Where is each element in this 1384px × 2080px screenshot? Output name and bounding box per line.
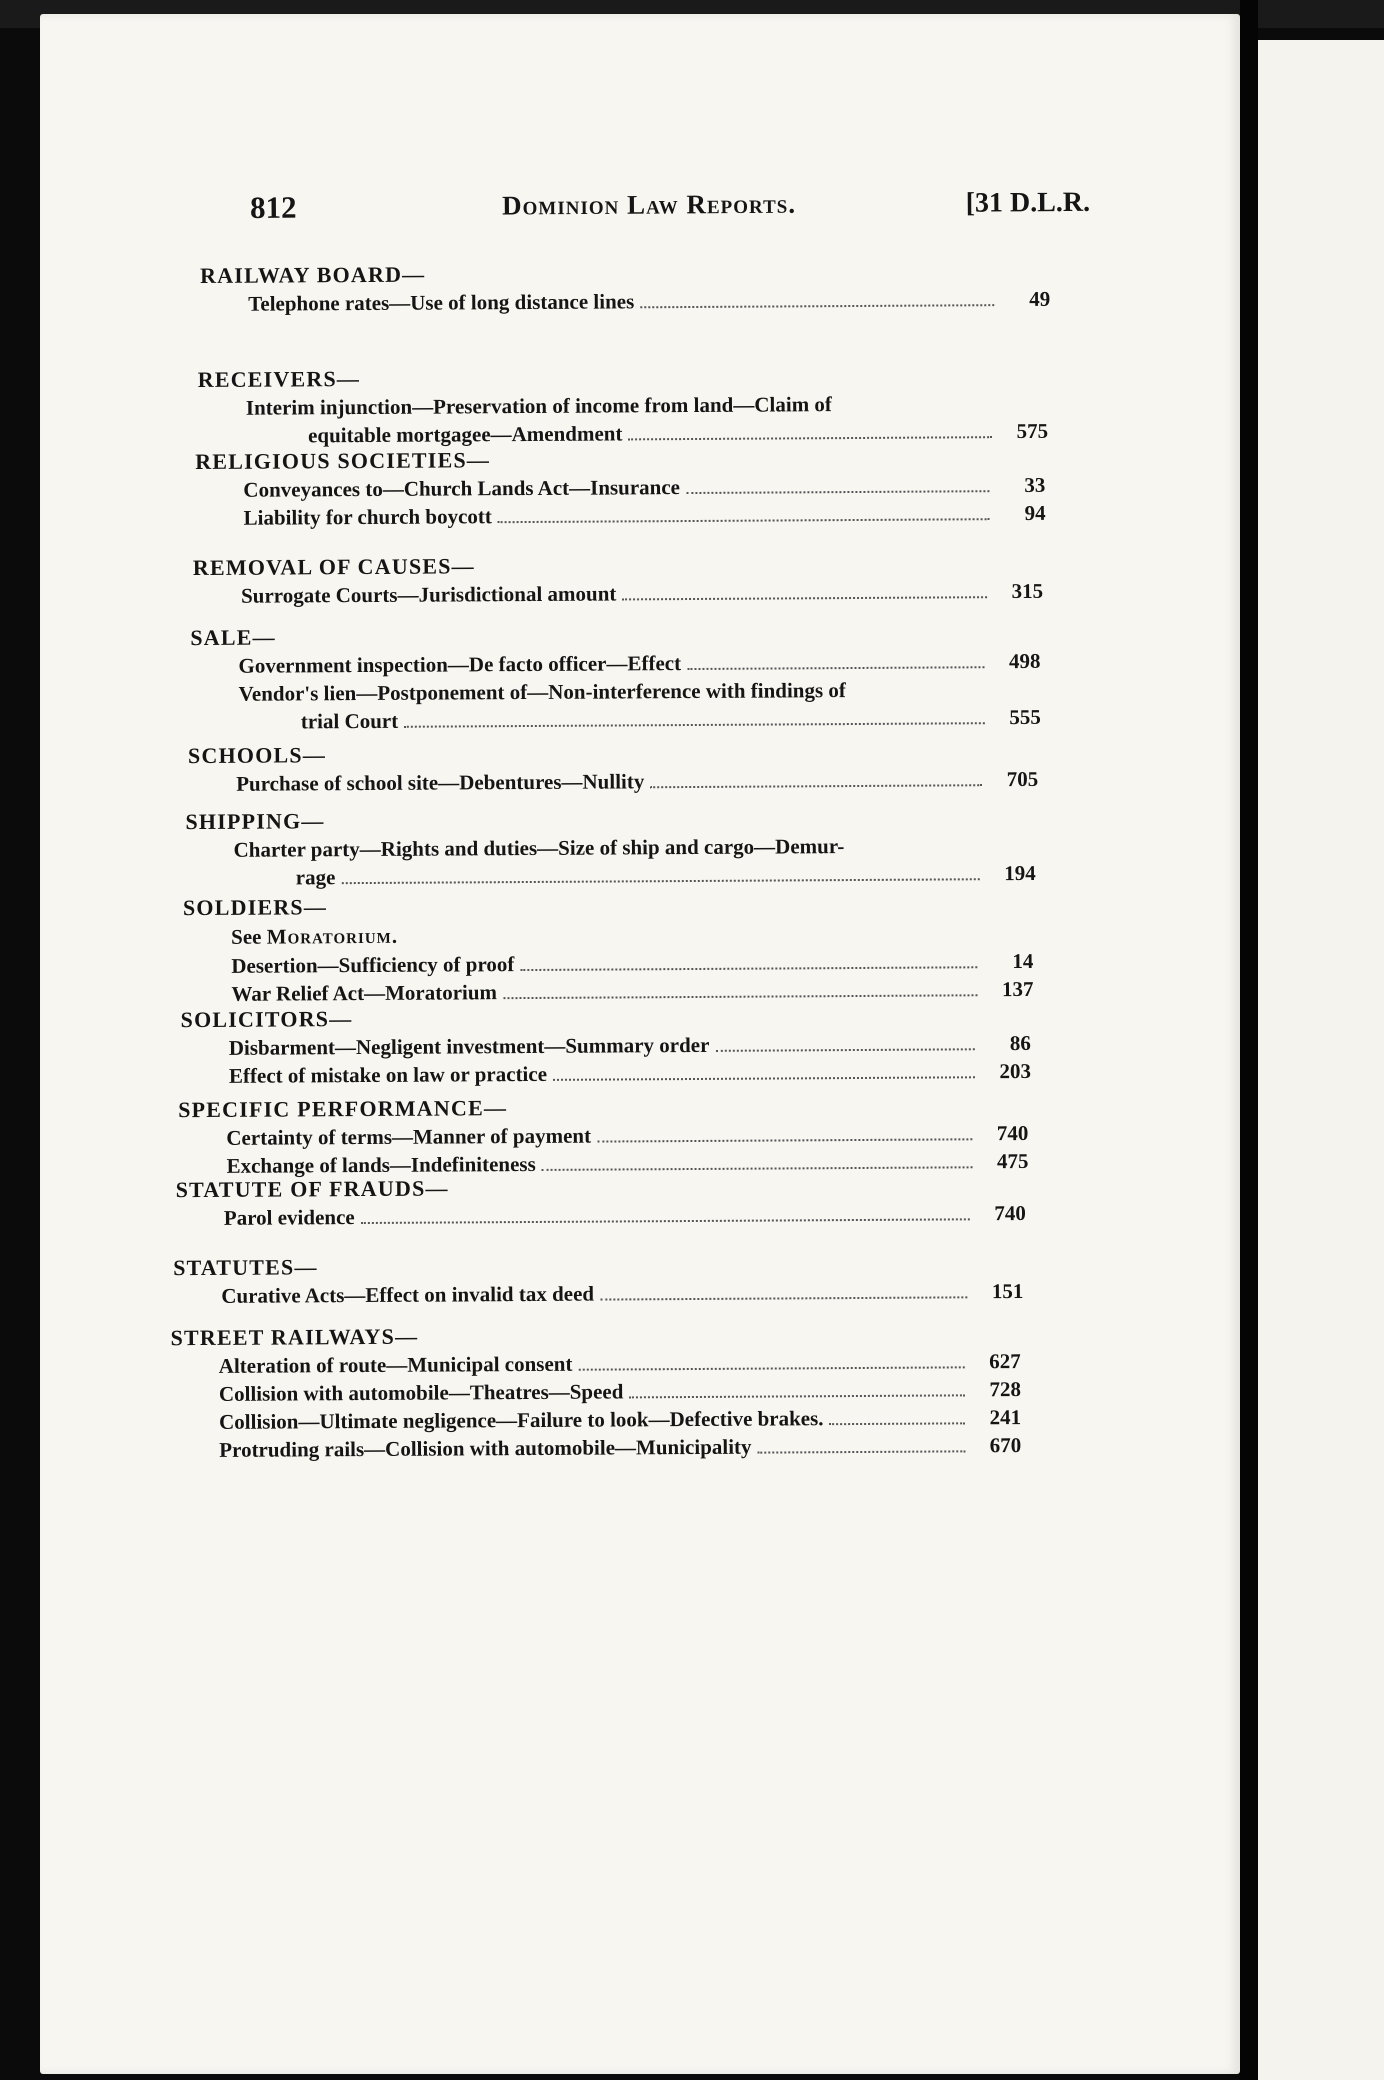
index-section bbox=[193, 549, 1043, 610]
entry-page-number: 14 bbox=[1012, 948, 1034, 974]
index-entry bbox=[173, 1277, 1023, 1310]
running-header bbox=[250, 185, 1090, 236]
section-heading: STATUTE OF FRAUDS— bbox=[175, 1175, 449, 1203]
section-heading: STREET RAILWAYS— bbox=[170, 1323, 419, 1351]
index-entry bbox=[186, 859, 1036, 892]
section-heading: SOLICITORS— bbox=[180, 1006, 353, 1033]
section-heading: SHIPPING— bbox=[185, 808, 325, 835]
entry-text: Certainty of terms—Manner of payment bbox=[226, 1123, 592, 1150]
index-entry bbox=[193, 577, 1043, 610]
book-page bbox=[40, 14, 1240, 2074]
entry-page-number: 86 bbox=[1009, 1030, 1031, 1056]
dot-leader bbox=[553, 1076, 975, 1081]
entry-text: Collision—Ultimate negligence—Failure to look—Defective brakes. bbox=[219, 1406, 824, 1434]
index-section bbox=[183, 889, 1034, 1008]
index-section bbox=[200, 257, 1050, 318]
dot-leader bbox=[520, 966, 977, 971]
index-section bbox=[176, 1171, 1026, 1232]
entry-page-number: 498 bbox=[1008, 648, 1041, 674]
entry-text: Parol evidence bbox=[223, 1205, 355, 1230]
entry-text: Curative Acts—Effect on invalid tax deed bbox=[221, 1281, 595, 1308]
dot-leader bbox=[578, 1366, 964, 1370]
dot-leader bbox=[686, 490, 989, 494]
index-entry bbox=[200, 285, 1050, 318]
entry-text: trial Court bbox=[300, 708, 399, 734]
index-entry bbox=[171, 1431, 1021, 1464]
see-prefix: See bbox=[231, 924, 262, 949]
entry-text: Collision with automobile—Theatres—Speed bbox=[218, 1379, 624, 1406]
entry-page-number: 555 bbox=[1009, 704, 1041, 730]
entry-text: Alteration of route—Municipal consent bbox=[218, 1351, 573, 1378]
entry-page-number: 241 bbox=[989, 1405, 1022, 1430]
section-heading: REMOVAL OF CAUSES— bbox=[192, 553, 475, 581]
see-reference: Moratorium. bbox=[266, 923, 399, 949]
dot-leader bbox=[687, 666, 984, 670]
dot-leader bbox=[629, 1394, 965, 1398]
dot-leader bbox=[640, 304, 994, 308]
entry-page-number: 670 bbox=[989, 1433, 1022, 1458]
dot-leader bbox=[404, 722, 985, 728]
dot-leader bbox=[830, 1422, 966, 1425]
volume-reference: [31 D.L.R. bbox=[965, 186, 1091, 219]
entry-page-number: 137 bbox=[1001, 976, 1034, 1002]
entry-page-number: 740 bbox=[996, 1120, 1029, 1146]
entry-text: Telephone rates—Use of long distance lines bbox=[248, 289, 635, 316]
section-heading: RELIGIOUS SOCIETIES— bbox=[195, 447, 491, 475]
entry-text: Disbarment—Negligent investment—Summary order bbox=[228, 1032, 710, 1060]
section-heading: RAILWAY BOARD— bbox=[200, 261, 426, 288]
entry-page-number: 475 bbox=[996, 1148, 1029, 1174]
dot-leader bbox=[715, 1048, 974, 1052]
entry-text: Desertion—Sufficiency of proof bbox=[231, 952, 515, 978]
entry-first-line: Vendor's lien—Postponement of—Non-interference with findings of bbox=[238, 678, 846, 706]
section-heading: SALE— bbox=[190, 624, 276, 651]
index-section bbox=[198, 361, 1048, 450]
running-title: Dominion Law Reports. bbox=[502, 188, 797, 221]
entry-page-number: 705 bbox=[1006, 766, 1039, 792]
entry-page-number: 151 bbox=[991, 1278, 1024, 1304]
book-gutter bbox=[1240, 0, 1258, 2080]
dot-leader bbox=[361, 1218, 970, 1224]
entry-page-number: 49 bbox=[1029, 286, 1051, 311]
entry-page-number: 33 bbox=[1024, 472, 1046, 497]
dot-leader bbox=[542, 1166, 973, 1171]
dot-leader bbox=[650, 784, 982, 788]
dot-leader bbox=[503, 994, 977, 999]
entry-page-number: 194 bbox=[1004, 860, 1036, 886]
entry-text: War Relief Act—Moratorium bbox=[231, 980, 498, 1006]
entry-text: equitable mortgagee—Amendment bbox=[307, 421, 623, 448]
page-number: 812 bbox=[250, 189, 297, 225]
entry-text: Protruding rails—Collision with automobile—Municipality bbox=[219, 1434, 752, 1462]
entry-text: Liability for church boycott bbox=[243, 504, 492, 530]
index-entry bbox=[188, 765, 1038, 798]
dot-leader bbox=[498, 518, 990, 523]
index-section bbox=[170, 1319, 1021, 1464]
index-section bbox=[195, 443, 1045, 532]
entry-text: Government inspection—De facto officer—Effect bbox=[238, 651, 682, 678]
index-section bbox=[173, 1249, 1023, 1310]
index-entries bbox=[170, 257, 1100, 1462]
entry-page-number: 728 bbox=[989, 1377, 1021, 1402]
entry-text: rage bbox=[295, 865, 336, 890]
entry-page-number: 575 bbox=[1016, 418, 1049, 444]
index-entry bbox=[176, 1199, 1026, 1232]
index-entry bbox=[191, 703, 1041, 736]
index-section bbox=[190, 619, 1041, 736]
entry-page-number: 740 bbox=[994, 1200, 1026, 1226]
entry-text: Surrogate Courts—Jurisdictional amount bbox=[240, 581, 617, 608]
section-heading: SPECIFIC PERFORMANCE— bbox=[178, 1095, 508, 1123]
dot-leader bbox=[597, 1138, 972, 1142]
dot-leader bbox=[600, 1296, 967, 1300]
entry-first-line: Interim injunction—Preservation of income from land—Claim of bbox=[245, 392, 832, 420]
index-section bbox=[185, 803, 1035, 892]
index-section bbox=[188, 737, 1038, 798]
section-heading: SOLDIERS— bbox=[182, 894, 328, 921]
section-heading: RECEIVERS— bbox=[197, 366, 361, 393]
dot-leader bbox=[622, 596, 987, 600]
adjacent-page-edge bbox=[1258, 40, 1384, 2080]
entry-first-line: Charter party—Rights and duties—Size of ship and cargo—Demur- bbox=[233, 834, 845, 862]
entry-page-number: 315 bbox=[1011, 578, 1044, 604]
entry-text: Effect of mistake on law or practice bbox=[228, 1061, 548, 1088]
section-heading: SCHOOLS— bbox=[187, 742, 327, 769]
entry-page-number: 627 bbox=[989, 1349, 1021, 1374]
entry-text: Exchange of lands—Indefiniteness bbox=[226, 1151, 536, 1178]
entry-page-number: 94 bbox=[1024, 500, 1046, 525]
index-entry bbox=[181, 1057, 1031, 1090]
dot-leader bbox=[758, 1450, 966, 1453]
entry-text: Conveyances to—Church Lands Act—Insurance bbox=[243, 475, 681, 502]
index-entry bbox=[195, 499, 1045, 532]
section-heading: STATUTES— bbox=[173, 1254, 318, 1281]
dot-leader bbox=[628, 436, 992, 440]
dot-leader bbox=[341, 878, 979, 884]
entry-page-number: 203 bbox=[999, 1058, 1032, 1084]
index-section bbox=[181, 1001, 1031, 1090]
entry-text: Purchase of school site—Debentures—Nullity bbox=[236, 769, 645, 796]
index-section bbox=[178, 1091, 1028, 1180]
